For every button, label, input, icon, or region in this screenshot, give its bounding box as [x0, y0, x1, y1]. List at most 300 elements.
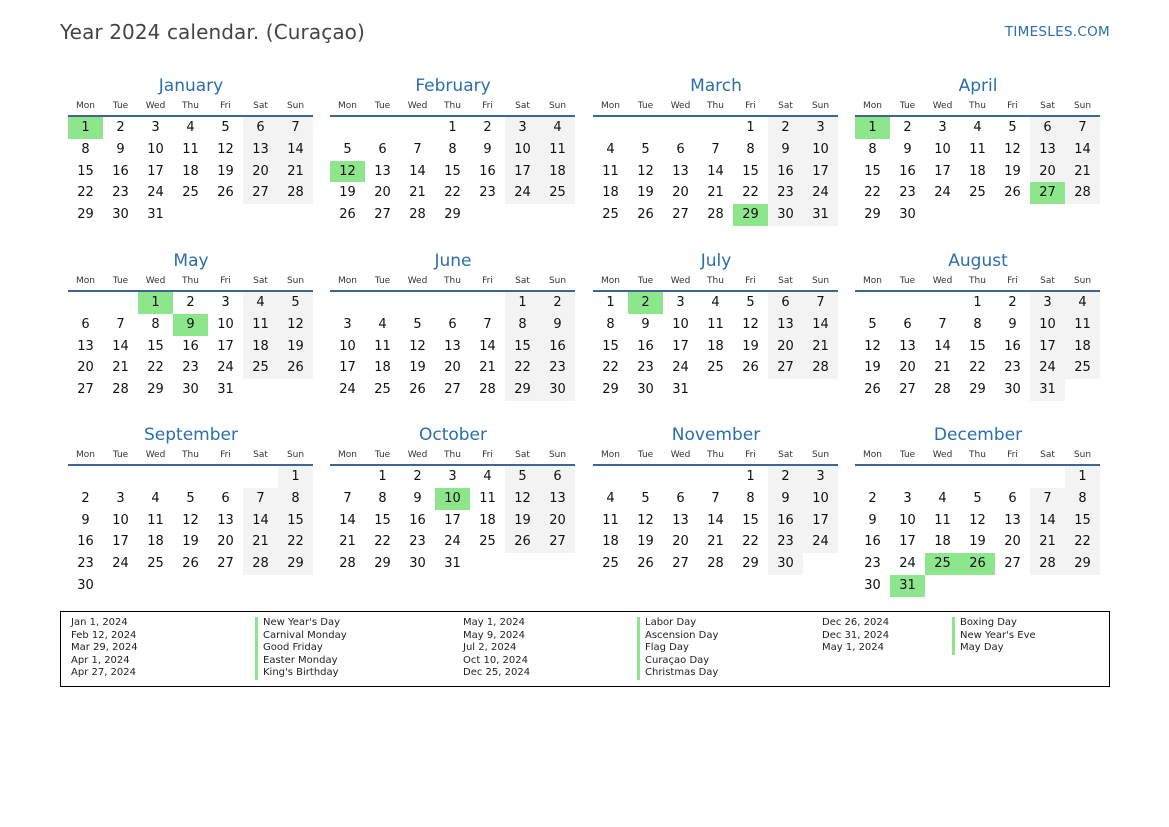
day-cell: 19: [278, 336, 313, 358]
day-cell: 4: [243, 292, 278, 314]
day-cell: 7: [343, 490, 352, 506]
weekday-header: Tue: [890, 447, 925, 466]
weekday-header: Tue: [365, 273, 400, 292]
day-cell: 21: [803, 336, 838, 358]
day-cell: 15: [742, 512, 759, 528]
day-cell: 13: [77, 338, 94, 354]
day-cell: 4: [973, 120, 982, 135]
day-cell: 10: [803, 139, 838, 161]
empty-day-cell: [1030, 466, 1065, 488]
holiday-day-cell: 1: [138, 292, 173, 314]
weekday-header: Tue: [628, 98, 663, 117]
empty-day-cell: [278, 204, 313, 226]
weekday-header: Sun: [278, 273, 313, 292]
holiday-date: Jan 1, 2024: [71, 617, 128, 628]
page-title: Year 2024 calendar. (Curaçao): [60, 20, 365, 44]
day-cell: 20: [540, 510, 575, 532]
day-cell: 24: [672, 360, 689, 376]
month-april: [855, 74, 1101, 226]
day-cell: 14: [479, 338, 496, 354]
day-cell: 2: [868, 490, 877, 506]
weekday-header: Sun: [1065, 447, 1100, 466]
weekday-header: Fri: [733, 273, 768, 292]
holiday-day-cell: 10: [435, 488, 470, 510]
empty-day-cell: [208, 466, 243, 488]
day-cell: 19: [505, 510, 540, 532]
holiday-name: New Year's Eve: [952, 630, 1036, 643]
day-cell: 30: [864, 577, 881, 593]
day-cell: 20: [217, 534, 234, 550]
day-cell: 31: [147, 207, 164, 223]
empty-day-cell: [435, 292, 470, 314]
month-name: December: [933, 425, 1023, 445]
month-name: October: [418, 425, 488, 445]
month-days-grid: [855, 447, 1100, 597]
empty-day-cell: [995, 575, 1030, 597]
day-cell: 31: [672, 382, 689, 398]
day-cell: 25: [1065, 357, 1100, 379]
day-cell: 1: [746, 120, 755, 135]
weekday-header: Thu: [960, 98, 995, 117]
month-days-grid: [593, 98, 838, 226]
day-cell: 24: [934, 185, 951, 201]
day-cell: 1: [448, 120, 457, 135]
holiday-date: Apr 27, 2024: [71, 667, 137, 679]
month-name: August: [948, 251, 1008, 271]
weekday-header: Sun: [540, 98, 575, 117]
day-cell: 11: [969, 141, 986, 157]
empty-day-cell: [1065, 379, 1100, 401]
day-cell: 2: [768, 117, 803, 139]
day-cell: 18: [182, 163, 199, 179]
day-cell: 22: [742, 534, 759, 550]
empty-day-cell: [138, 466, 173, 488]
day-cell: 13: [768, 314, 803, 336]
day-cell: 8: [505, 314, 540, 336]
day-cell: 26: [182, 556, 199, 572]
day-cell: 15: [374, 512, 391, 528]
day-cell: 2: [768, 466, 803, 488]
day-cell: 21: [1065, 161, 1100, 183]
day-cell: 17: [672, 338, 689, 354]
holiday-day-cell: 12: [330, 161, 365, 183]
day-cell: 1: [1065, 466, 1100, 488]
day-cell: 20: [1030, 161, 1065, 183]
empty-day-cell: [243, 466, 278, 488]
day-cell: 12: [864, 338, 881, 354]
day-cell: 5: [278, 292, 313, 314]
day-cell: 4: [483, 469, 492, 484]
holiday-date: Oct 10, 2024: [463, 654, 528, 666]
weekday-header: Wed: [138, 98, 173, 117]
weekday-header: Tue: [365, 447, 400, 466]
weekday-header: Mon: [330, 273, 365, 292]
day-cell: 20: [672, 534, 689, 550]
weekday-header: Thu: [698, 447, 733, 466]
weekday-header: Sat: [768, 98, 803, 117]
day-cell: 20: [672, 185, 689, 201]
empty-day-cell: [995, 204, 1030, 226]
weekday-header: Sun: [540, 273, 575, 292]
empty-day-cell: [470, 553, 505, 575]
weekday-header: Fri: [733, 447, 768, 466]
weekday-header: Wed: [138, 447, 173, 466]
day-cell: 21: [409, 185, 426, 201]
day-cell: 23: [768, 182, 803, 204]
day-cell: 8: [606, 316, 615, 332]
month-january: [68, 74, 314, 226]
day-cell: 18: [540, 161, 575, 183]
day-cell: 11: [934, 512, 951, 528]
day-cell: 4: [1065, 292, 1100, 314]
holiday-day-cell: 29: [733, 204, 768, 226]
day-cell: 28: [243, 553, 278, 575]
empty-day-cell: [103, 575, 138, 597]
day-cell: 22: [742, 185, 759, 201]
day-cell: 15: [77, 163, 94, 179]
empty-day-cell: [365, 117, 400, 139]
day-cell: 4: [540, 117, 575, 139]
day-cell: 4: [711, 295, 720, 310]
day-cell: 5: [186, 490, 195, 506]
day-cell: 29: [602, 382, 619, 398]
weekday-header: Thu: [698, 98, 733, 117]
day-cell: 2: [903, 120, 912, 135]
day-cell: 8: [81, 141, 90, 157]
day-cell: 17: [934, 163, 951, 179]
day-cell: 15: [505, 336, 540, 358]
day-cell: 27: [217, 556, 234, 572]
day-cell: 1: [505, 292, 540, 314]
day-cell: 21: [243, 531, 278, 553]
day-cell: 4: [186, 120, 195, 135]
day-cell: 9: [116, 141, 125, 157]
day-cell: 9: [903, 141, 912, 157]
day-cell: 14: [803, 314, 838, 336]
weekday-header: Sun: [803, 273, 838, 292]
holiday-legend: [60, 611, 1110, 687]
weekday-header: Sun: [278, 98, 313, 117]
day-cell: 18: [1065, 336, 1100, 358]
weekday-header: Tue: [890, 273, 925, 292]
weekday-header: Sat: [768, 273, 803, 292]
day-cell: 11: [707, 316, 724, 332]
day-cell: 19: [637, 185, 654, 201]
day-cell: 1: [278, 466, 313, 488]
day-cell: 18: [602, 185, 619, 201]
day-cell: 7: [413, 141, 422, 157]
day-cell: 16: [768, 161, 803, 183]
holiday-name: Flag Day: [637, 642, 718, 655]
holiday-date: Jul 2, 2024: [463, 642, 517, 654]
day-cell: 11: [602, 512, 619, 528]
month-days-grid: [855, 273, 1100, 401]
weekday-header: Wed: [663, 447, 698, 466]
day-cell: 7: [711, 490, 720, 506]
day-cell: 10: [672, 316, 689, 332]
day-cell: 31: [444, 556, 461, 572]
weekday-header: Mon: [855, 447, 890, 466]
weekday-header: Sat: [243, 447, 278, 466]
day-cell: 29: [374, 556, 391, 572]
weekday-header: Wed: [663, 98, 698, 117]
month-name: July: [700, 251, 732, 271]
day-cell: 25: [182, 185, 199, 201]
day-cell: 18: [374, 360, 391, 376]
day-cell: 15: [278, 510, 313, 532]
month-days-grid: [68, 447, 313, 597]
weekday-header: Thu: [698, 273, 733, 292]
empty-day-cell: [243, 575, 278, 597]
day-cell: 15: [444, 163, 461, 179]
day-cell: 17: [899, 534, 916, 550]
legend-names-column: [255, 617, 347, 680]
day-cell: 18: [934, 534, 951, 550]
day-cell: 6: [448, 316, 457, 332]
day-cell: 10: [147, 141, 164, 157]
weekday-header: Fri: [208, 447, 243, 466]
day-cell: 28: [707, 207, 724, 223]
empty-day-cell: [1065, 204, 1100, 226]
empty-day-cell: [540, 553, 575, 575]
month-march: [593, 74, 839, 226]
day-cell: 30: [899, 207, 916, 223]
day-cell: 29: [505, 379, 540, 401]
empty-day-cell: [593, 117, 628, 139]
day-cell: 16: [112, 163, 129, 179]
day-cell: 26: [505, 531, 540, 553]
day-cell: 7: [711, 141, 720, 157]
day-cell: 3: [343, 316, 352, 332]
month-days-grid: [593, 273, 838, 401]
day-cell: 7: [938, 316, 947, 332]
day-cell: 2: [413, 469, 422, 484]
day-cell: 12: [409, 338, 426, 354]
day-cell: 17: [1030, 336, 1065, 358]
weekday-header: Thu: [960, 273, 995, 292]
empty-day-cell: [1065, 575, 1100, 597]
day-cell: 6: [903, 316, 912, 332]
day-cell: 9: [768, 139, 803, 161]
day-cell: 15: [742, 163, 759, 179]
day-cell: 23: [77, 556, 94, 572]
day-cell: 8: [278, 488, 313, 510]
empty-day-cell: [505, 204, 540, 226]
day-cell: 16: [479, 163, 496, 179]
day-cell: 14: [278, 139, 313, 161]
holiday-day-cell: 25: [925, 553, 960, 575]
day-cell: 25: [243, 357, 278, 379]
day-cell: 19: [864, 360, 881, 376]
day-cell: 16: [637, 338, 654, 354]
day-cell: 6: [81, 316, 90, 332]
day-cell: 24: [339, 382, 356, 398]
day-cell: 17: [147, 163, 164, 179]
weekday-header: Sun: [540, 447, 575, 466]
day-cell: 24: [217, 360, 234, 376]
day-cell: 7: [1030, 488, 1065, 510]
month-may: [68, 249, 314, 401]
day-cell: 17: [217, 338, 234, 354]
empty-day-cell: [470, 292, 505, 314]
day-cell: 14: [409, 163, 426, 179]
day-cell: 29: [969, 382, 986, 398]
empty-day-cell: [1030, 575, 1065, 597]
holiday-name: Good Friday: [255, 642, 347, 655]
day-cell: 28: [1030, 553, 1065, 575]
empty-day-cell: [855, 292, 890, 314]
day-cell: 8: [746, 490, 755, 506]
weekday-header: Tue: [365, 98, 400, 117]
day-cell: 15: [602, 338, 619, 354]
day-cell: 5: [505, 466, 540, 488]
day-cell: 24: [803, 531, 838, 553]
day-cell: 28: [409, 207, 426, 223]
day-cell: 27: [672, 556, 689, 572]
empty-day-cell: [960, 204, 995, 226]
empty-day-cell: [803, 379, 838, 401]
holiday-name: May Day: [952, 642, 1036, 655]
day-cell: 24: [505, 182, 540, 204]
day-cell: 18: [707, 338, 724, 354]
empty-day-cell: [890, 466, 925, 488]
day-cell: 29: [864, 207, 881, 223]
weekday-header: Mon: [68, 273, 103, 292]
empty-day-cell: [855, 466, 890, 488]
day-cell: 9: [1008, 316, 1017, 332]
holiday-date: May 1, 2024: [463, 617, 526, 628]
weekday-header: Thu: [173, 98, 208, 117]
day-cell: 26: [278, 357, 313, 379]
day-cell: 12: [182, 512, 199, 528]
month-november: [593, 423, 839, 575]
empty-day-cell: [330, 466, 365, 488]
day-cell: 18: [243, 336, 278, 358]
day-cell: 13: [217, 512, 234, 528]
weekday-header: Sun: [1065, 273, 1100, 292]
empty-day-cell: [803, 553, 838, 575]
day-cell: 19: [969, 534, 986, 550]
day-cell: 25: [540, 182, 575, 204]
day-cell: 21: [339, 534, 356, 550]
empty-day-cell: [330, 292, 365, 314]
empty-day-cell: [540, 204, 575, 226]
day-cell: 17: [505, 161, 540, 183]
day-cell: 19: [742, 338, 759, 354]
day-cell: 19: [637, 534, 654, 550]
weekday-header: Fri: [470, 273, 505, 292]
day-cell: 8: [151, 316, 160, 332]
day-cell: 16: [864, 534, 881, 550]
day-cell: 28: [278, 182, 313, 204]
empty-day-cell: [663, 466, 698, 488]
day-cell: 28: [803, 357, 838, 379]
day-cell: 2: [540, 292, 575, 314]
day-cell: 7: [116, 316, 125, 332]
holiday-date: Apr 1, 2024: [71, 654, 130, 666]
month-name: June: [434, 251, 472, 271]
empty-day-cell: [400, 292, 435, 314]
legend-names-column: [637, 617, 718, 680]
weekday-header: Sun: [803, 98, 838, 117]
day-cell: 20: [77, 360, 94, 376]
day-cell: 6: [676, 490, 685, 506]
day-cell: 29: [77, 207, 94, 223]
day-cell: 20: [768, 336, 803, 358]
day-cell: 29: [147, 382, 164, 398]
holiday-name: Christmas Day: [637, 667, 718, 680]
legend-dates-column: [822, 617, 889, 655]
weekday-header: Wed: [925, 98, 960, 117]
empty-day-cell: [330, 117, 365, 139]
day-cell: 18: [969, 163, 986, 179]
empty-day-cell: [628, 466, 663, 488]
weekday-header: Fri: [470, 98, 505, 117]
empty-day-cell: [733, 379, 768, 401]
empty-day-cell: [890, 292, 925, 314]
weekday-header: Sat: [768, 447, 803, 466]
day-cell: 3: [938, 120, 947, 135]
weekday-header: Fri: [208, 273, 243, 292]
day-cell: 26: [217, 185, 234, 201]
day-cell: 14: [934, 338, 951, 354]
weekday-header: Sat: [505, 273, 540, 292]
day-cell: 29: [1065, 553, 1100, 575]
empty-day-cell: [103, 292, 138, 314]
day-cell: 11: [479, 490, 496, 506]
day-cell: 18: [147, 534, 164, 550]
day-cell: 19: [409, 360, 426, 376]
day-cell: 22: [1065, 531, 1100, 553]
holiday-name: Boxing Day: [952, 617, 1036, 630]
empty-day-cell: [628, 117, 663, 139]
day-cell: 25: [479, 534, 496, 550]
day-cell: 14: [243, 510, 278, 532]
day-cell: 6: [540, 466, 575, 488]
holiday-day-cell: 9: [173, 314, 208, 336]
day-cell: 27: [444, 382, 461, 398]
day-cell: 9: [540, 314, 575, 336]
empty-day-cell: [768, 379, 803, 401]
day-cell: 12: [278, 314, 313, 336]
empty-day-cell: [400, 117, 435, 139]
day-cell: 24: [899, 556, 916, 572]
weekday-header: Fri: [995, 447, 1030, 466]
day-cell: 10: [505, 139, 540, 161]
month-october: [330, 423, 576, 575]
weekday-header: Thu: [435, 447, 470, 466]
day-cell: 2: [186, 295, 195, 310]
day-cell: 22: [77, 185, 94, 201]
day-cell: 16: [182, 338, 199, 354]
weekday-header: Fri: [995, 273, 1030, 292]
empty-day-cell: [243, 204, 278, 226]
weekday-header: Mon: [330, 98, 365, 117]
day-cell: 30: [637, 382, 654, 398]
day-cell: 16: [768, 510, 803, 532]
month-june: [330, 249, 576, 401]
weekday-header: Sat: [505, 98, 540, 117]
day-cell: 13: [672, 512, 689, 528]
day-cell: 5: [413, 316, 422, 332]
weekday-header: Mon: [68, 98, 103, 117]
month-days-grid: [68, 98, 313, 226]
day-cell: 1: [606, 295, 615, 310]
site-link[interactable]: TIMESLES.COM: [1004, 24, 1110, 40]
day-cell: 26: [339, 207, 356, 223]
day-cell: 27: [1004, 556, 1021, 572]
holiday-date: May 1, 2024: [822, 642, 885, 654]
